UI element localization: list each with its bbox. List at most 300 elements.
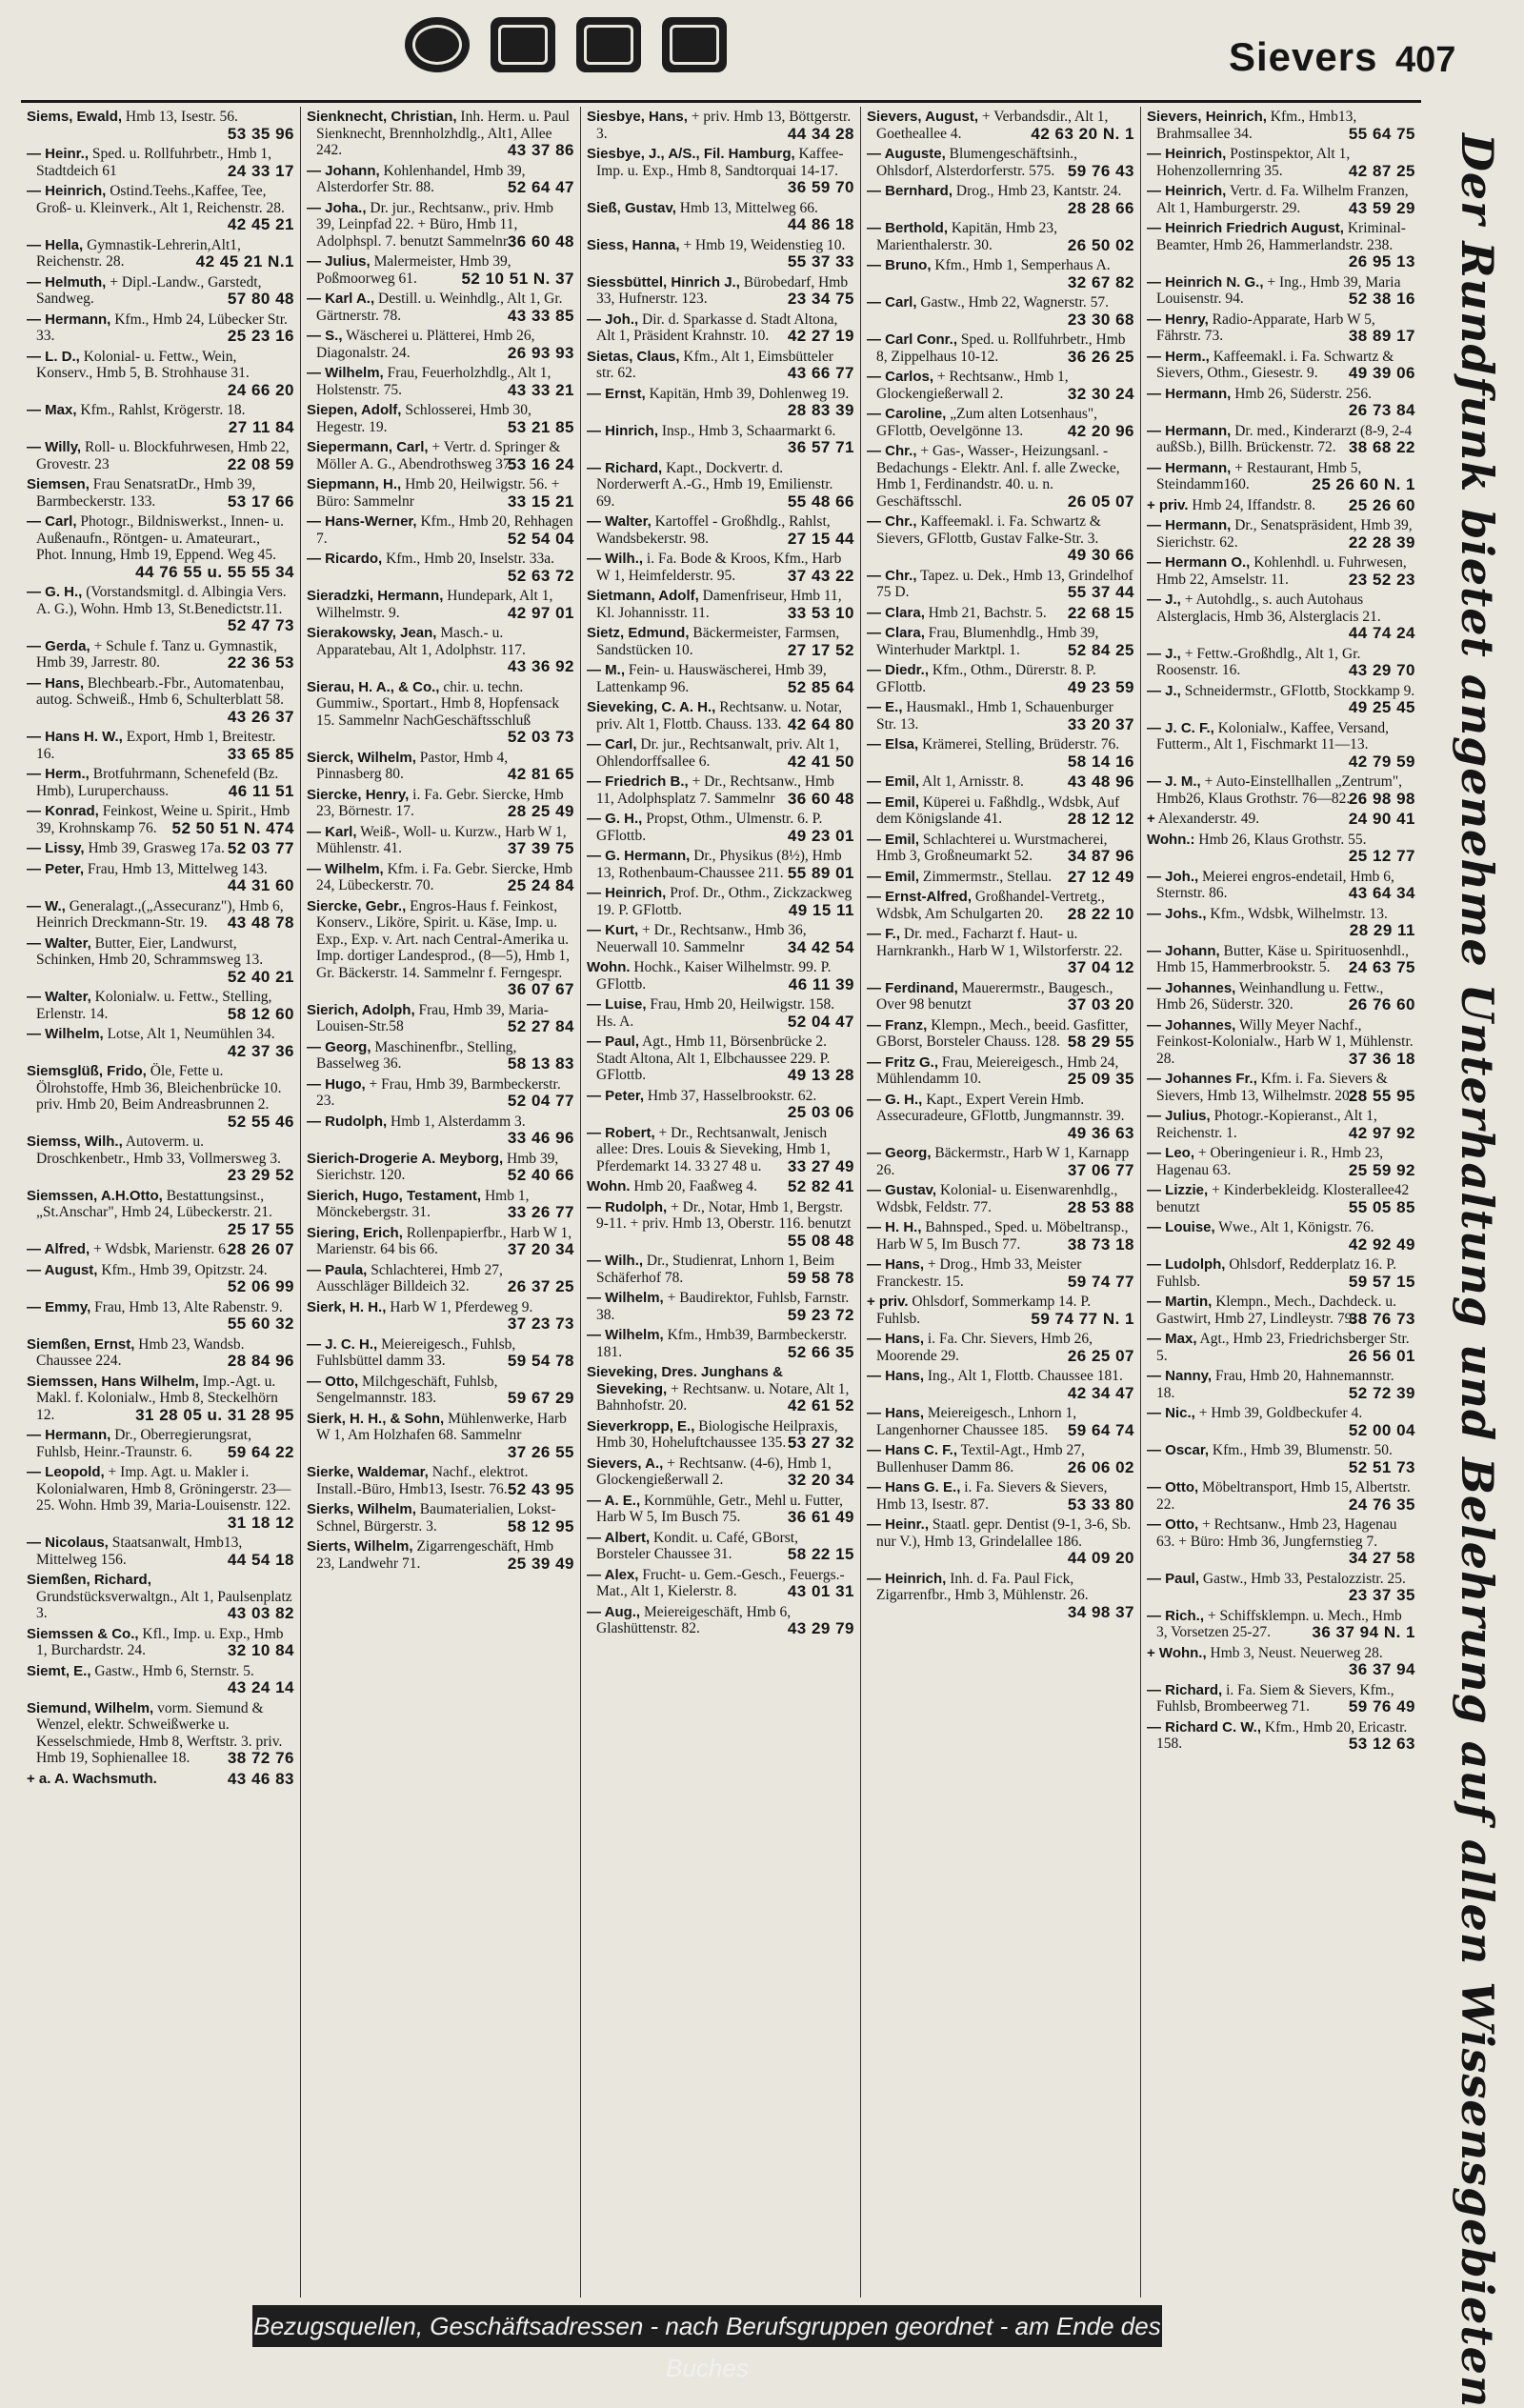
entry-name: Sierich, Hugo, Testament,	[307, 1187, 482, 1204]
entry-details: Hmb 23, Wandsb. Chaussee 224.	[36, 1335, 245, 1369]
entry-name: — Carlos,	[867, 369, 934, 385]
entry-details: + Hmb 19, Weidenstieg 10.	[683, 236, 846, 253]
entry-name: — Hermann,	[1147, 422, 1232, 439]
directory-entry	[307, 1411, 574, 1461]
phone-number: 28 25 49	[507, 802, 574, 820]
entry-details: i. Fa. Gebr. Siercke, Hmb 23, Börnestr. 17.	[316, 786, 564, 819]
phone-number: 36 61 49	[787, 1508, 854, 1526]
entry-name: — Richard,	[587, 459, 663, 476]
directory-entry	[27, 729, 294, 762]
entry-details: Engros-Haus f. Feinkost, Konserv., Liköre, Spirit. u. Käse, Imp. u. Exp., Exp. v. Art. nach Central-Amerika u. Imp. dortiger Landesprod., (8—5), Hmb 1, Gr. Bäckerstr. 14. Sammelnr f. Ferngespr.	[316, 897, 571, 981]
phone-number: 59 57 15	[1348, 1272, 1415, 1291]
entry-name: — G. Hermann,	[587, 848, 691, 864]
directory-entry	[1147, 554, 1415, 588]
entry-name: Sierk, H. H.,	[307, 1298, 387, 1315]
column-2	[301, 107, 581, 2298]
emblem-icon	[405, 17, 470, 72]
phone-number: 42 45 21 N.1	[195, 252, 294, 271]
phone-number: 52 10 51 N. 37	[461, 269, 574, 288]
entry-name: — Paul,	[587, 1033, 640, 1050]
entry-details: + Hmb 39, Goldbeckufer 4.	[1198, 1405, 1363, 1421]
entry-details: Autoverm. u. Droschkenbetr., Hmb 33, Vollmersweg 3.	[36, 1134, 281, 1167]
directory-entry	[867, 1017, 1134, 1051]
phone-number: 52 51 73	[1348, 1457, 1415, 1476]
directory-entry	[27, 311, 294, 345]
entry-details: Imp.-Agt. u. Makl. f. Kolonialw., Hmb 8, Steckelhörn 12.	[36, 1373, 278, 1423]
phone-number: 58 22 15	[787, 1545, 854, 1563]
entry-details: + Rechtsanw., Hmb 1, Glockengießerwall 2.	[876, 369, 1069, 402]
entry-name: — Konrad,	[27, 803, 99, 819]
entry-details: Malermeister, Hmb 39, Poßmoorweg 61.	[316, 253, 511, 287]
directory-entry	[867, 568, 1134, 601]
phone-number: 28 28 66	[1067, 198, 1134, 217]
phone-number: 37 39 75	[507, 839, 574, 857]
phone-number: 26 06 02	[1067, 1457, 1134, 1476]
directory-entry	[1147, 1368, 1415, 1401]
phone-number: 52 03 73	[507, 728, 574, 746]
entry-name: — Walter,	[27, 989, 91, 1005]
directory-entry	[867, 1145, 1134, 1178]
entry-details: Bestattungsinst., „St.Anschar", Hmb 24, Lübeckerstr. 21.	[36, 1187, 272, 1220]
entry-name: — Wilh.,	[587, 1253, 644, 1269]
directory-entry	[1147, 1719, 1415, 1753]
phone-number: 57 80 48	[227, 290, 294, 308]
directory-entry	[867, 1368, 1134, 1401]
phone-number: 43 33 21	[507, 380, 574, 399]
phone-number: 25 39 49	[507, 1554, 574, 1573]
phone-number: 23 30 68	[1067, 310, 1134, 329]
phone-number: 37 43 22	[787, 566, 854, 585]
entry-details: + Imp. Agt. u. Makler i. Kolonialwaren, Hmb 8, Gröningerstr. 23—25. Wohn. Hmb 39, Maria-Louisenstr. 122.	[36, 1464, 291, 1514]
entry-details: Kohlenhandel, Hmb 39, Alsterdorfer Str. 88.	[316, 162, 526, 195]
entry-details: Zigarrengeschäft, Hmb 23, Landwehr 71.	[316, 1538, 554, 1572]
directory-entry	[27, 1241, 294, 1258]
directory-entry	[1147, 980, 1415, 1013]
phone-number: 38 89 17	[1348, 327, 1415, 345]
directory-entry	[27, 989, 294, 1022]
entry-details: Kfm., Wdsbk, Wilhelmstr. 13.	[1210, 905, 1388, 922]
entry-name: Sierts, Wilhelm,	[307, 1538, 413, 1555]
entry-name: — Caroline,	[867, 406, 947, 422]
phone-number: 34 42 54	[787, 937, 854, 956]
phone-number: 43 37 86	[507, 141, 574, 159]
entry-details: + Baudirektor, Fuhlsb, Farnstr. 38.	[596, 1290, 850, 1323]
entry-details: Meierei engros-endetail, Hmb 6, Sternstr. 86.	[1156, 868, 1394, 901]
entry-details: Staatl. gepr. Dentist (9-1, 3-6, Sb. nur V.), Hmb 13, Grindelallee 186.	[876, 1516, 1132, 1550]
entry-details: Kapt., Expert Verein Hmb. Assecuradeure, GFlottb, Jungmannstr. 39.	[876, 1091, 1125, 1124]
entry-columns	[21, 107, 1421, 2298]
entry-details: Hmb 1, Mönckebergstr. 31.	[316, 1187, 530, 1220]
directory-entry	[587, 1199, 854, 1250]
entry-name: — G. H.,	[27, 584, 83, 600]
phone-number: 27 15 44	[787, 529, 854, 548]
entry-details: Wwe., Alt 1, Königstr. 76.	[1218, 1219, 1374, 1235]
entry-name: — J.,	[1147, 645, 1181, 662]
phone-number: 42 87 25	[1348, 161, 1415, 180]
phone-number: 24 66 20	[227, 380, 294, 399]
phone-number: 26 50 02	[1067, 235, 1134, 254]
phone-number: 59 74 77	[1067, 1272, 1134, 1291]
directory-entry	[1147, 109, 1415, 142]
directory-entry	[867, 773, 1134, 791]
entry-details: Hmb 13, Mittelweg 66.	[679, 199, 818, 216]
phone-number: 23 34 75	[787, 290, 854, 308]
entry-details: Kfm., Hmb 20, Ericastr. 158.	[1156, 1718, 1408, 1752]
entry-details: Generalagt.,(„Assecuranz"), Hmb 6, Heinrich Dreckmann-Str. 19.	[36, 897, 284, 931]
directory-entry	[307, 1039, 574, 1073]
entry-name: — J.,	[1147, 682, 1181, 699]
directory-entry	[307, 1336, 574, 1370]
phone-number: 26 93 93	[507, 343, 574, 362]
directory-entry	[867, 220, 1134, 253]
directory-entry	[867, 257, 1134, 291]
entry-details: + Wdsbk, Marienstr. 6.	[93, 1241, 230, 1257]
directory-entry	[867, 331, 1134, 365]
entry-details: Dr., Oberregierungsrat, Fuhlsb, Heinr.-Traunstr. 6.	[36, 1427, 251, 1460]
phone-number: 25 17 55	[227, 1219, 294, 1238]
entry-details: Kornmühle, Getr., Mehl u. Futter, Harb W 5, Im Busch 75.	[596, 1492, 844, 1525]
directory-entry	[1147, 220, 1415, 271]
directory-entry	[1147, 1571, 1415, 1604]
header-ornament	[405, 17, 727, 72]
entry-details: Kfm., Othm., Dürerstr. 8. P. GFlottb.	[876, 662, 1096, 695]
phone-number: 43 48 78	[227, 913, 294, 932]
entry-name: — Bernhard,	[867, 183, 953, 199]
entry-name: Siesbye, Hans,	[587, 109, 688, 125]
phone-number: 53 21 85	[507, 417, 574, 436]
entry-name: Sierau, H. A., & Co.,	[307, 678, 440, 695]
phone-number: 55 08 48	[787, 1231, 854, 1250]
phone-number: 42 97 92	[1348, 1123, 1415, 1142]
entry-details: Butter, Eier, Landwurst, Schinken, Hmb 20, Schrammsweg 13.	[36, 934, 264, 968]
phone-number: 33 53 10	[787, 603, 854, 622]
directory-entry	[307, 1002, 574, 1035]
entry-name: — Kurt,	[587, 922, 639, 938]
directory-entry	[1147, 906, 1415, 939]
directory-entry	[307, 1374, 574, 1407]
entry-details: Kapt., Dockvertr. d. Norderwerft A.-G., Hmb 19, Emilienstr. 69.	[596, 459, 833, 510]
directory-entry	[27, 898, 294, 932]
entry-details: + Dr., Notar, Hmb 1, Bergstr. 9-11. + priv. Hmb 13, Oberstr. 116. benutzt	[596, 1198, 852, 1232]
entry-name: — Ferdinand,	[867, 979, 958, 996]
entry-details: Agt., Hmb 11, Börsenbrücke 2. Stadt Altona, Alt 1, Elbchaussee 229. P. GFlottb.	[596, 1033, 831, 1083]
entry-name: — Luise,	[587, 996, 647, 1013]
entry-name: — M.,	[587, 662, 625, 678]
directory-entry	[1147, 646, 1415, 679]
column-5	[1141, 107, 1421, 2298]
phone-number: 42 79 59	[1348, 752, 1415, 771]
entry-details: + Frau, Hmb 39, Barmbeckerstr. 23.	[316, 1075, 561, 1109]
phone-number: 46 11 51	[228, 781, 294, 800]
entry-name: — J. C. H.,	[307, 1335, 378, 1353]
entry-details: Baumaterialien, Lokst-Schnel, Bürgerstr. 3.	[316, 1501, 556, 1535]
directory-entry	[307, 1262, 574, 1295]
phone-number: 43 46 83	[227, 1769, 294, 1788]
directory-entry	[587, 1530, 854, 1563]
entry-details: Ostind.Teehs.,Kaffee, Tee, Groß- u. Kleinverk., Alt 1, Reichenstr. 28.	[36, 183, 285, 216]
phone-number: 55 05 85	[1348, 1197, 1415, 1216]
phone-number: 49 30 66	[1067, 546, 1134, 564]
entry-name: — Heinrich,	[867, 1570, 947, 1587]
phone-number: 36 60 48	[507, 231, 574, 251]
entry-name: — Karl A.,	[307, 291, 375, 307]
entry-details: Vertr. d. Fa. Wilhelm Franzen, Alt 1, Hamburgerstr. 29.	[1156, 183, 1409, 216]
phone-number: 31 28 05 u. 31 28 95	[135, 1405, 294, 1424]
entry-details: Weinhandlung u. Fettw., Hmb 26, Süderstr. 320.	[1156, 979, 1384, 1013]
entry-details: Kriminal-Beamter, Hmb 26, Hammerlandstr. 238.	[1156, 220, 1406, 253]
entry-name: Siercke, Henry,	[307, 786, 410, 803]
directory-entry	[1147, 517, 1415, 551]
entry-name: — Emil,	[867, 868, 920, 885]
entry-name: — Heinrich Friedrich August,	[1147, 220, 1344, 236]
entry-name: — Chr.,	[867, 513, 917, 530]
directory-entry	[27, 1262, 294, 1295]
directory-entry	[587, 1455, 854, 1489]
entry-name: — Otto,	[307, 1373, 359, 1390]
entry-name: — Hans,	[867, 1368, 925, 1384]
entry-name: Sierich, Adolph,	[307, 1001, 415, 1018]
phone-number: 22 08 59	[227, 454, 294, 473]
directory-entry	[587, 423, 854, 456]
directory-entry	[587, 885, 854, 918]
entry-name: — L. D.,	[27, 348, 80, 365]
phone-number: 32 67 82	[1067, 272, 1134, 291]
directory-entry	[1147, 1071, 1415, 1104]
directory-entry	[307, 1538, 574, 1572]
entry-details: Gymnastik-Lehrerin,Alt1, Reichenstr. 28.	[36, 236, 241, 270]
page-number: 407	[1395, 40, 1456, 80]
entry-name: — Willy,	[27, 439, 82, 455]
entry-name: — Heinrich N. G.,	[1147, 273, 1264, 291]
phone-number: 28 29 11	[1349, 921, 1415, 939]
directory-entry	[867, 406, 1134, 439]
phone-number: 53 35 96	[227, 124, 294, 143]
phone-number: 36 07 67	[507, 980, 574, 998]
entry-details: + Gas-, Wasser-, Heizungsanl. - Bedachungs - Elektr. Anl. f. alle Zwecke, Hmb 1, Ferdinandstr. 40. u. n. Geschäftsschl.	[876, 443, 1120, 510]
entry-details: Hmb 13, Isestr. 56.	[125, 109, 238, 125]
entry-details: Propst, Othm., Ulmenstr. 6. P. GFlottb.	[596, 811, 823, 844]
entry-name: — Hans G. E.,	[867, 1479, 961, 1495]
entry-name: — Wilhelm,	[27, 1026, 104, 1042]
phone-number: 52 84 25	[1067, 640, 1134, 659]
entry-details: Frau, Hmb 20, Heilwigstr. 158. Hs. A.	[596, 996, 835, 1030]
entry-details: Biologische Heilpraxis, Hmb 30, Hoheluftchaussee 135.	[596, 1417, 838, 1451]
phone-number: 28 84 96	[227, 1352, 294, 1370]
phone-number: 22 68 15	[1067, 603, 1134, 622]
directory-entry	[867, 294, 1134, 328]
phone-number: 46 11 39	[788, 974, 854, 993]
directory-entry	[587, 109, 854, 142]
phone-number: 55 64 75	[1348, 124, 1415, 143]
entry-name: Sierke, Waldemar,	[307, 1464, 429, 1480]
entry-details: Kfm., Hmb 20, Inselstr. 33a.	[386, 551, 555, 567]
entry-name: Sieß, Gustav,	[587, 199, 676, 216]
entry-name: — Berthold,	[867, 220, 948, 236]
entry-details: Kondit. u. Café, GBorst, Borsteler Chaussee 31.	[596, 1529, 798, 1562]
entry-name: — J. C. F.,	[1147, 719, 1214, 736]
phone-number: 23 52 23	[1348, 570, 1415, 589]
phone-number: 49 23 59	[1067, 677, 1134, 696]
phone-number: 52 27 84	[507, 1017, 574, 1035]
directory-entry	[1147, 1645, 1415, 1678]
phone-number: 55 37 44	[1067, 583, 1134, 601]
phone-number: 49 23 01	[787, 826, 854, 845]
entry-name: — Chr.,	[867, 443, 917, 459]
entry-details: Dr., Physikus (8½), Hmb 13, Rothenbaum-Chaussee 211.	[596, 848, 842, 881]
directory-entry	[867, 183, 1134, 216]
phone-number: 53 12 63	[1348, 1735, 1415, 1753]
directory-entry	[1147, 1442, 1415, 1475]
directory-entry	[587, 349, 854, 382]
phone-number: 49 15 11	[788, 900, 854, 919]
entry-name: — Peter,	[27, 860, 85, 877]
directory-entry	[27, 349, 294, 399]
directory-entry	[307, 1151, 574, 1184]
entry-details: Milchgeschäft, Fuhlsb, Sengelmannstr. 183.	[316, 1373, 498, 1406]
entry-details: Kartoffel - Großhdlg., Rahlst, Wandsbekerstr. 98.	[596, 513, 831, 547]
entry-name: — Hermann,	[1147, 385, 1232, 402]
directory-entry	[587, 386, 854, 419]
phone-number: 33 65 85	[227, 744, 294, 763]
directory-entry	[587, 1604, 854, 1637]
entry-details: + Oberingenieur i. R., Hmb 23, Hagenau 63.	[1156, 1145, 1384, 1178]
directory-entry	[587, 1327, 854, 1360]
entry-name: + Wohn.,	[1147, 1644, 1207, 1661]
phone-number: 43 29 79	[787, 1619, 854, 1637]
phone-number: 52 40 66	[507, 1166, 574, 1184]
phone-number: 52 66 35	[787, 1342, 854, 1361]
entry-details: Staatsanwalt, Hmb13, Mittelweg 156.	[36, 1535, 243, 1568]
phone-number: 52 72 39	[1348, 1383, 1415, 1402]
entry-details: + priv. Hmb 13, Böttgerstr. 3.	[596, 109, 852, 142]
entry-name: — Hermann,	[1147, 517, 1232, 533]
entry-details: Kfm., Hmb 1, Semperhaus A.	[934, 257, 1111, 273]
entry-details: (Vorstandsmitgl. d. Albingia Vers. A. G.), Wohn. Hmb 13, St.Benedictstr.11.	[36, 584, 287, 617]
phone-number: 42 41 50	[787, 752, 854, 771]
directory-entry	[587, 1253, 854, 1286]
entry-details: Alexanderstr. 49.	[1157, 811, 1260, 827]
entry-name: — Johannes,	[1147, 979, 1236, 996]
phone-number: 26 73 84	[1348, 401, 1415, 419]
entry-details: Kfm., Rahlst, Krögerstr. 18.	[80, 402, 246, 418]
directory-entry	[587, 311, 854, 345]
directory-entry	[867, 1256, 1134, 1290]
entry-details: Dir. d. Sparkasse d. Stadt Altona, Alt 1, Präsident Krahnstr. 10.	[596, 311, 838, 344]
entry-name: Siemund, Wilhelm,	[27, 1699, 154, 1716]
entry-details: Bahnsped., Sped. u. Möbeltransp., Harb W 5, Im Busch 77.	[876, 1219, 1129, 1253]
directory-entry	[27, 109, 294, 142]
entry-details: Kaffeemakl. i. Fa. Schwartz & Sievers, GFlottb, Gustav Falke-Str. 3.	[876, 513, 1101, 547]
entry-details: Wäscherei u. Plätterei, Hmb 26, Diagonalstr. 24.	[316, 328, 535, 361]
phone-number: 44 54 18	[227, 1550, 294, 1569]
entry-details: Kfm. i. Fa. Gebr. Siercke, Hmb 24, Lübeckerstr. 70.	[316, 860, 573, 893]
entry-details: Meiereigesch., Fuhlsb, Fuhlsbüttel damm 33.	[316, 1335, 516, 1369]
entry-name: — Paula,	[307, 1261, 368, 1278]
entry-name: Siercke, Gebr.,	[307, 897, 407, 914]
phone-number: 25 24 84	[507, 876, 574, 894]
entry-details: Mühlenwerke, Harb W 1, Am Holzhafen 68. Sammelnr	[316, 1410, 567, 1443]
phone-number: 59 76 43	[1067, 161, 1134, 180]
phone-number: 43 33 85	[507, 306, 574, 325]
entry-name: — Rich.,	[1147, 1607, 1205, 1624]
phone-number: 58 12 60	[227, 1004, 294, 1023]
directory-entry	[27, 476, 294, 510]
entry-details: Kolonialw., Kaffee, Versand, Futterm., Alt 1, Fischmarkt 11—13.	[1156, 719, 1389, 752]
phone-number: 26 05 07	[1067, 492, 1134, 511]
entry-name: — Elsa,	[867, 736, 919, 752]
directory-entry	[27, 1771, 294, 1788]
directory-entry	[307, 291, 574, 324]
directory-entry	[867, 926, 1134, 976]
directory-entry	[1147, 183, 1415, 216]
entry-name: — Joha.,	[307, 199, 367, 216]
phone-number: 52 54 04	[507, 529, 574, 548]
directory-entry	[587, 996, 854, 1030]
phone-number: 37 03 20	[1067, 995, 1134, 1013]
entry-name: — Julius,	[307, 253, 371, 270]
phone-number: 59 64 74	[1067, 1420, 1134, 1439]
entry-details: Rechtsanw. u. Notar, priv. Alt 1, Flottb. Chauss. 133.	[596, 699, 843, 732]
entry-details: Mauerermstr., Baugesch., Over 98 benutzt	[876, 979, 1113, 1013]
phone-number: 36 57 71	[787, 438, 854, 456]
entry-details: Nachf., elektrot. Install.-Büro, Hmb13, Isestr. 76.	[316, 1464, 529, 1497]
entry-name: — Fritz G.,	[867, 1054, 938, 1071]
phone-number: 52 85 64	[787, 677, 854, 696]
entry-name: Siesbye, J., A/S., Fil. Hamburg,	[587, 146, 795, 162]
directory-entry	[867, 1219, 1134, 1253]
entry-name: — Johann,	[1147, 942, 1220, 959]
entry-name: — Friedrich B.,	[587, 773, 689, 790]
directory-entry	[27, 638, 294, 672]
entry-name: — Johs.,	[1147, 905, 1207, 922]
entry-name: Siemssen, Hans Wilhelm,	[27, 1373, 199, 1390]
entry-name: — Heinr.,	[867, 1516, 930, 1533]
entry-name: Siemssen, A.H.Otto,	[27, 1187, 163, 1204]
directory-entry	[307, 787, 574, 820]
directory-entry	[867, 109, 1134, 142]
directory-entry	[1147, 1145, 1415, 1178]
phone-number: 28 53 88	[1067, 1197, 1134, 1216]
entry-details: Kolonial- u. Eisenwarenhdlg., Wdsbk, Feldstr. 77.	[876, 1182, 1118, 1215]
phone-number: 25 59 92	[1348, 1160, 1415, 1179]
entry-details: Damenfriseur, Hmb 11, Kl. Johannisstr. 11.	[596, 588, 842, 621]
phone-number: 44 74 24	[1348, 624, 1415, 642]
phone-number: 24 63 75	[1348, 958, 1415, 976]
entry-name: — J. M.,	[1147, 773, 1201, 790]
entry-name: — Clara,	[867, 604, 925, 621]
phone-number: 37 26 55	[507, 1442, 574, 1461]
entry-name: — Emil,	[867, 793, 920, 811]
phone-number: 44 09 20	[1067, 1549, 1134, 1567]
phone-number: 26 95 13	[1348, 252, 1415, 271]
entry-name: — Carl,	[587, 736, 637, 752]
phone-number: 31 18 12	[227, 1513, 294, 1532]
directory-entry	[27, 402, 294, 435]
entry-details: Drog., Hmb 23, Kantstr. 24.	[955, 183, 1122, 199]
phone-number: 59 23 72	[787, 1305, 854, 1324]
entry-details: Photogr., Bildniswerkst., Innen- u. Außenaufn., Röntgen- u. Amateurart., Phot. Innung, Hmb 19, Eppend. Weg 45.	[36, 513, 284, 563]
phone-number: 26 76 60	[1348, 995, 1415, 1013]
entry-details: + Dr., Rechtsanw., Hmb 11, Adolphsplatz 7. Sammelnr	[596, 773, 834, 807]
entry-name: — Wilh.,	[587, 551, 644, 567]
entry-name: — Hugo,	[307, 1075, 366, 1093]
entry-details: „Zum alten Lotsenhaus", GFlottb, Oevelgönne 13.	[876, 406, 1098, 439]
entry-details: Hmb 20, Faaßweg 4.	[633, 1178, 757, 1194]
phone-number: 25 26 60	[1348, 495, 1415, 514]
directory-entry	[1147, 1017, 1415, 1068]
entry-name: — Carl Conr.,	[867, 331, 958, 348]
entry-details: Hmb 24, Iffandstr. 8.	[1192, 496, 1316, 513]
